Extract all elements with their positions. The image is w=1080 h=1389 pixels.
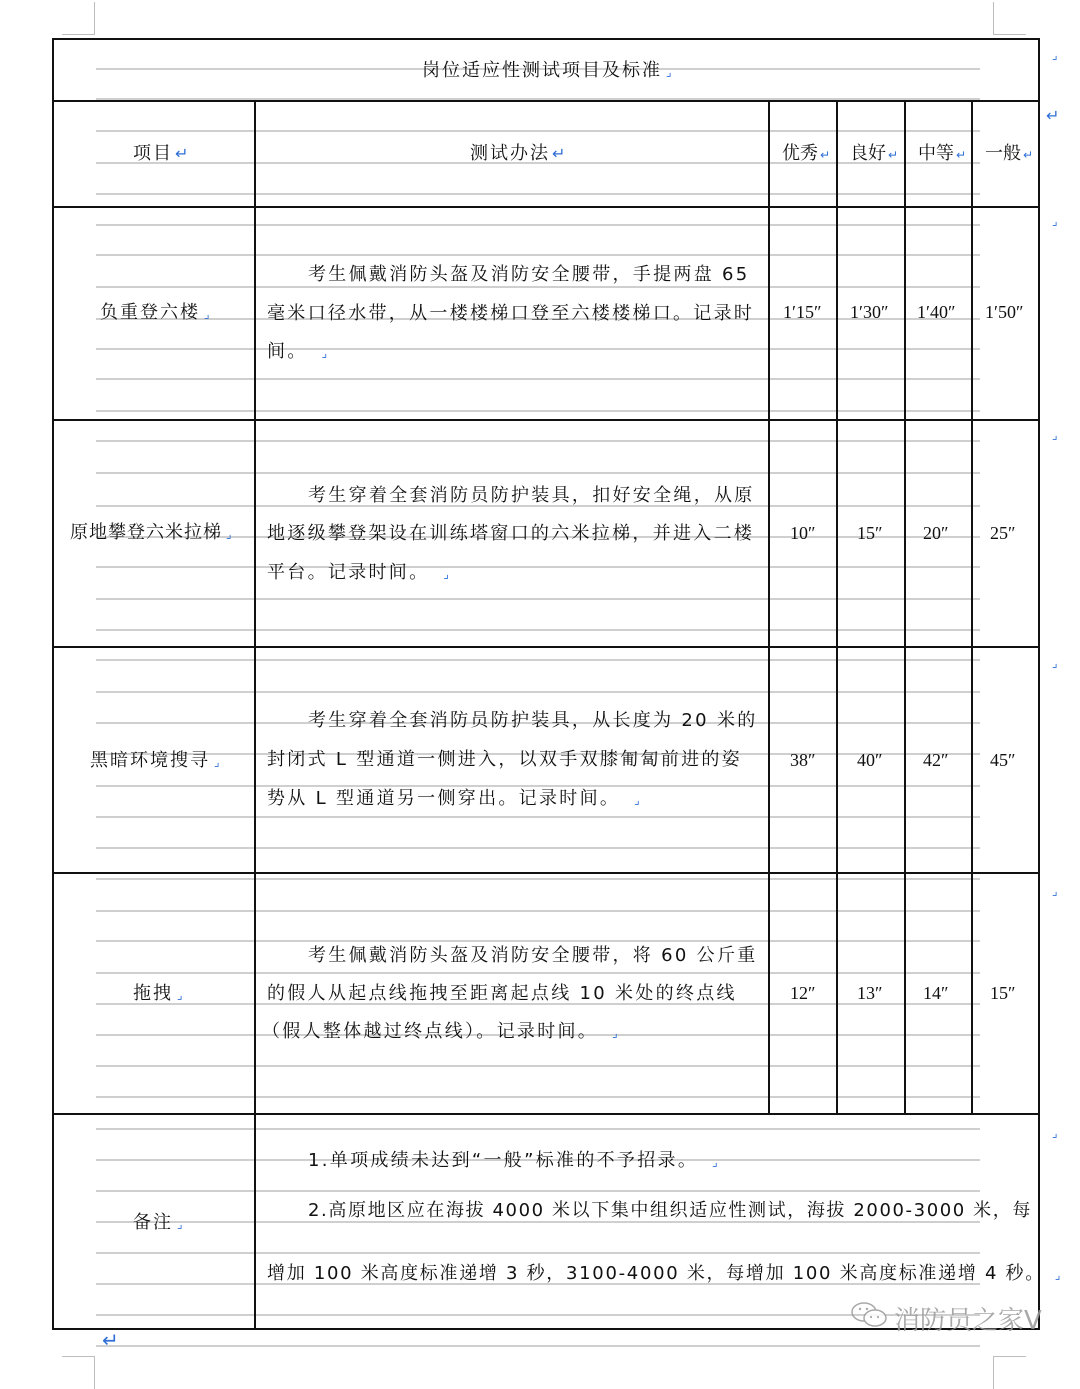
cell-end-mark-icon: ⌟ xyxy=(1054,1268,1061,1282)
row-method-line: 考生穿着全套消防员防护装具，从长度为 20 米的 xyxy=(308,710,758,731)
header-grade-good: 良好 ↵ xyxy=(850,143,899,164)
wechat-icon xyxy=(850,1300,890,1337)
header-grade-excellent: 优秀 ↵ xyxy=(782,143,831,164)
note-line: 1.单项成绩未达到“一般”标准的不予招录。 ⌟ xyxy=(308,1150,718,1171)
row-method-line: 考生穿着全套消防员防护装具，扣好安全绳，从原 xyxy=(308,485,755,506)
cell-end-mark-icon: ⌟ xyxy=(612,1026,618,1040)
row-end-mark-icon: ⌟ xyxy=(1052,884,1058,898)
cell-end-mark-icon: ⌟ xyxy=(443,567,450,581)
crop-mark-bottom-left xyxy=(62,1356,95,1389)
row-end-mark-icon: ⌟ xyxy=(1052,214,1058,228)
row-item: 拖拽 ⌟ xyxy=(133,983,183,1004)
row-end-mark-icon: ⌟ xyxy=(1052,428,1058,442)
row-method-line: 考生佩戴消防头盔及消防安全腰带，将 60 公斤重 xyxy=(308,945,758,966)
return-mark-icon: ↵ xyxy=(888,148,899,162)
row-method-line: 平台。记录时间。 ⌟ xyxy=(267,562,450,583)
header-grade-fair: 一般 ↵ xyxy=(985,143,1034,164)
grade-fair: 15″ xyxy=(990,983,1016,1003)
row-method-line: 封闭式 L 型通道一侧进入，以双手双膝匍匐前进的姿 xyxy=(267,749,742,770)
grade-good: 1′30″ xyxy=(850,302,889,322)
standards-table xyxy=(52,38,1040,1330)
notes-label: 备注 ⌟ xyxy=(133,1212,183,1233)
watermark: 消防员之家V xyxy=(850,1300,1042,1337)
note-line: 2.高原地区应在海拔 4000 米以下集中组织适应性测试，海拔 2000-3000 米，每 xyxy=(308,1200,1032,1221)
grade-medium: 20″ xyxy=(923,523,949,543)
row-method-line: 的假人从起点线拖拽至距离起点线 10 米处的终点线 xyxy=(267,983,737,1004)
cell-end-mark-icon: ⌟ xyxy=(177,1217,183,1231)
return-mark-icon: ↵ xyxy=(552,144,566,163)
cell-end-mark-icon: ⌟ xyxy=(226,527,232,541)
return-mark-icon: ↵ xyxy=(820,148,831,162)
return-mark-icon: ↵ xyxy=(102,1328,119,1352)
cell-end-mark-icon: ⌟ xyxy=(712,1155,718,1169)
row-method-line: 考生佩戴消防头盔及消防安全腰带，手提两盘 65 xyxy=(308,264,750,285)
cell-end-mark-icon: ⌟ xyxy=(204,307,210,321)
row-end-mark-icon: ⌟ xyxy=(1052,656,1058,670)
grade-excellent: 1′15″ xyxy=(783,302,822,322)
grade-medium: 14″ xyxy=(923,983,949,1003)
crop-mark-top-left xyxy=(62,2,95,35)
row-method-line: 毫米口径水带，从一楼楼梯口登至六楼楼梯口。记录时 xyxy=(267,303,755,324)
return-mark-icon: ↵ xyxy=(956,148,967,162)
row-item: 黑暗环境搜寻 ⌟ xyxy=(90,750,220,771)
grade-medium: 42″ xyxy=(923,750,949,770)
cell-end-mark-icon: ⌟ xyxy=(177,988,183,1002)
grade-medium: 1′40″ xyxy=(917,302,956,322)
crop-mark-bottom-right xyxy=(993,1356,1026,1389)
header-method: 测试办法 ↵ xyxy=(470,143,566,164)
table-title: 岗位适应性测试项目及标准 ⌟ xyxy=(422,60,672,81)
row-method-line: 间。 ⌟ xyxy=(267,341,328,362)
header-item: 项目 ↵ xyxy=(133,143,189,164)
grade-good: 15″ xyxy=(857,523,883,543)
header-grade-medium: 中等 ↵ xyxy=(918,143,967,164)
grade-excellent: 10″ xyxy=(790,523,816,543)
crop-mark-top-right xyxy=(993,2,1026,35)
cell-end-mark-icon: ⌟ xyxy=(214,755,220,769)
grade-excellent: 38″ xyxy=(790,750,816,770)
grade-good: 40″ xyxy=(857,750,883,770)
grade-fair: 1′50″ xyxy=(985,302,1024,322)
row-item: 负重登六楼 ⌟ xyxy=(100,302,210,323)
grade-good: 13″ xyxy=(857,983,883,1003)
cell-end-mark-icon: ⌟ xyxy=(634,793,640,807)
grade-fair: 45″ xyxy=(990,750,1016,770)
row-end-mark-icon: ⌟ xyxy=(1052,1126,1058,1140)
row-end-mark-icon: ↵ xyxy=(1046,106,1060,125)
return-mark-icon: ↵ xyxy=(1023,148,1034,162)
row-end-mark-icon: ⌟ xyxy=(1052,48,1058,62)
row-method-line: 地逐级攀登架设在训练塔窗口的六米拉梯，并进入二楼 xyxy=(267,523,755,544)
cell-end-mark-icon: ⌟ xyxy=(666,65,672,79)
row-method-line: 势从 L 型通道另一侧穿出。记录时间。 ⌟ xyxy=(267,788,640,809)
row-item: 原地攀登六米拉梯 ⌟ xyxy=(70,522,232,543)
return-mark-icon: ↵ xyxy=(175,144,189,163)
cell-end-mark-icon: ⌟ xyxy=(321,346,328,360)
note-line: 增加 100 米高度标准递增 3 秒，3100-4000 米，每增加 100 米高度标准递增 4 秒。 ⌟ xyxy=(267,1263,1061,1284)
row-method-line: （假人整体越过终点线）。记录时间。 ⌟ xyxy=(262,1021,618,1042)
grade-fair: 25″ xyxy=(990,523,1016,543)
grade-excellent: 12″ xyxy=(790,983,816,1003)
